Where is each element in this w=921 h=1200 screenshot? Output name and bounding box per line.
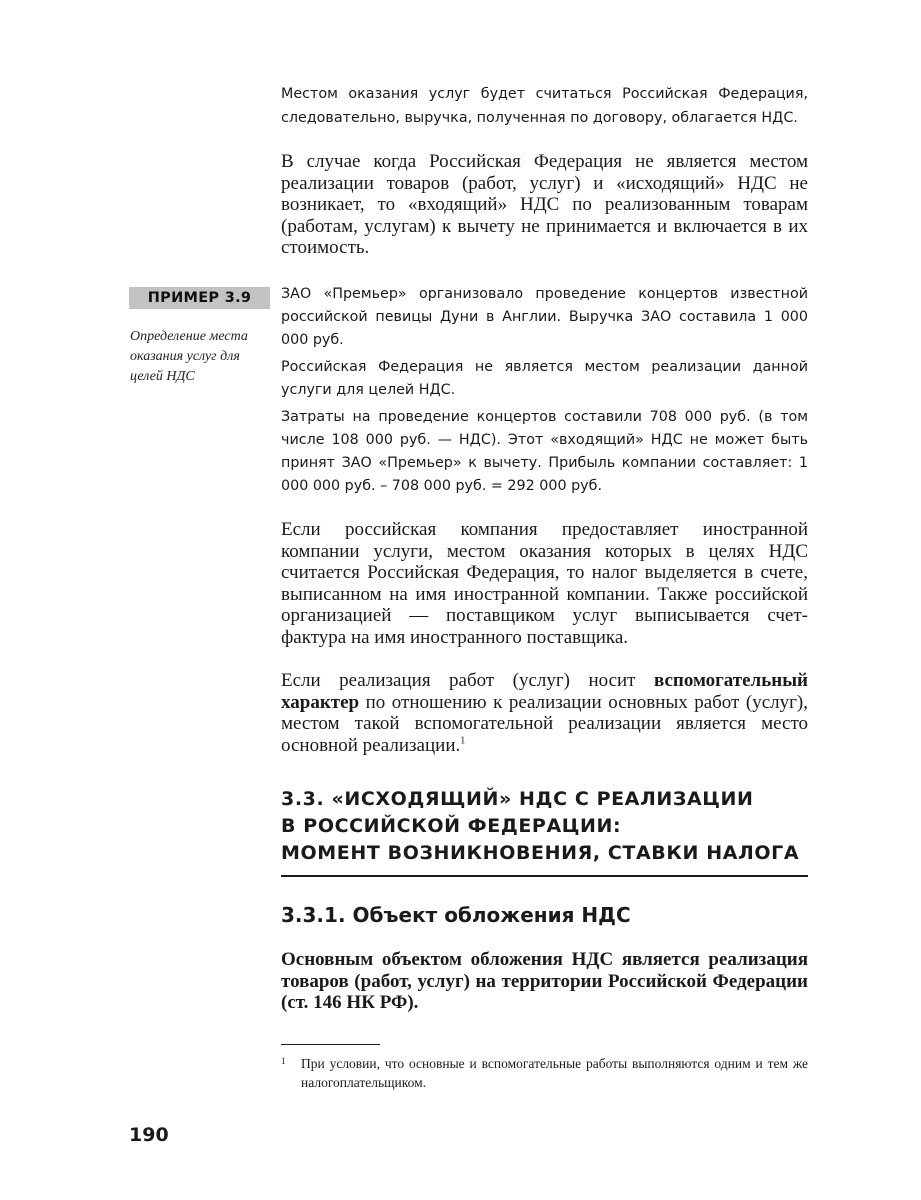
example-text-line1: ЗАО «Премьер» организовало проведение концертов известной российской певицы Дуни в Англии. Выручка ЗАО составила 1 000 000 руб. [281, 286, 808, 348]
section-heading [281, 786, 808, 867]
footnote-divider [281, 1044, 380, 1045]
bold-term: вспомогательный характер [281, 670, 808, 713]
paragraph-intro-conclusion: Местом оказания услуг будет считаться Российская Федерация, следовательно, выручка, полученная по договору, облагается НДС. [281, 86, 808, 126]
paragraph-foreign-company-services [281, 519, 808, 648]
subsection-heading: 3.3.1. Объект обложения НДС [281, 903, 631, 927]
section-heading-line1: 3.3. «ИСХОДЯЩИЙ» НДС С РЕАЛИЗАЦИИ [281, 788, 754, 810]
section-heading-line2: В РОССИЙСКОЙ ФЕДЕРАЦИИ: [281, 815, 622, 837]
example-side-caption: Определение места оказания услуг для целей НДС [130, 329, 248, 384]
section-divider [281, 875, 808, 877]
footnote [281, 1054, 808, 1092]
section-heading-line3: МОМЕНТ ВОЗНИКНОВЕНИЯ, СТАВКИ НАЛОГА [281, 842, 800, 864]
footnote-text: При условии, что основные и вспомогательные работы выполняются одним и тем же налогоплательщиком. [301, 1056, 808, 1090]
paragraph-text: Если российская компания предоставляет иностранной компании услуги, местом оказания которых в целях НДС считается Российская Федерация, то налог выделяется в счете, выписанном на имя иностранной компании. Также российской организацией — поставщиком услуг выписывается счет-фактура на имя иностранного поставщика. [281, 519, 808, 648]
paragraph-text-end: по отношению к реализации основных работ (услуг), местом такой вспомогательной реализации является место основной реализации. [281, 691, 808, 756]
footnote-reference[interactable]: 1 [460, 735, 466, 747]
example-text-line3: Затраты на проведение концертов составили 708 000 руб. (в том числе 108 000 руб. — НДС). Этот «входящий» НДС не может быть принят ЗАО «Премьер» к вычету. Прибыль компании составляет: 1 000 000 руб. – 708 000 руб. = 292 000 руб. [281, 409, 808, 494]
example-badge: ПРИМЕР 3.9 [129, 287, 270, 309]
footnote-mark: 1 [281, 1056, 286, 1066]
paragraph-incoming-vat-rule: В случае когда Российская Федерация не является местом реализации товаров (работ, услуг) и «исходящий» НДС не возникает, то «входящий» НДС по реализованным товарам (работам, услугам) к вычету не принимается и включается в их стоимость. [281, 151, 808, 258]
example-text-line2: Российская Федерация не является местом реализации данной услуги для целей НДС. [281, 359, 808, 398]
paragraph-vat-object: Основным объектом обложения НДС является реализация товаров (работ, услуг) на территории Российской Федерации (ст. 146 НК РФ). [281, 949, 808, 1013]
paragraph-auxiliary-services [281, 670, 808, 756]
paragraph-text-start: Если реализация работ (услуг) носит [281, 670, 654, 691]
page-number: 190 [129, 1124, 169, 1146]
